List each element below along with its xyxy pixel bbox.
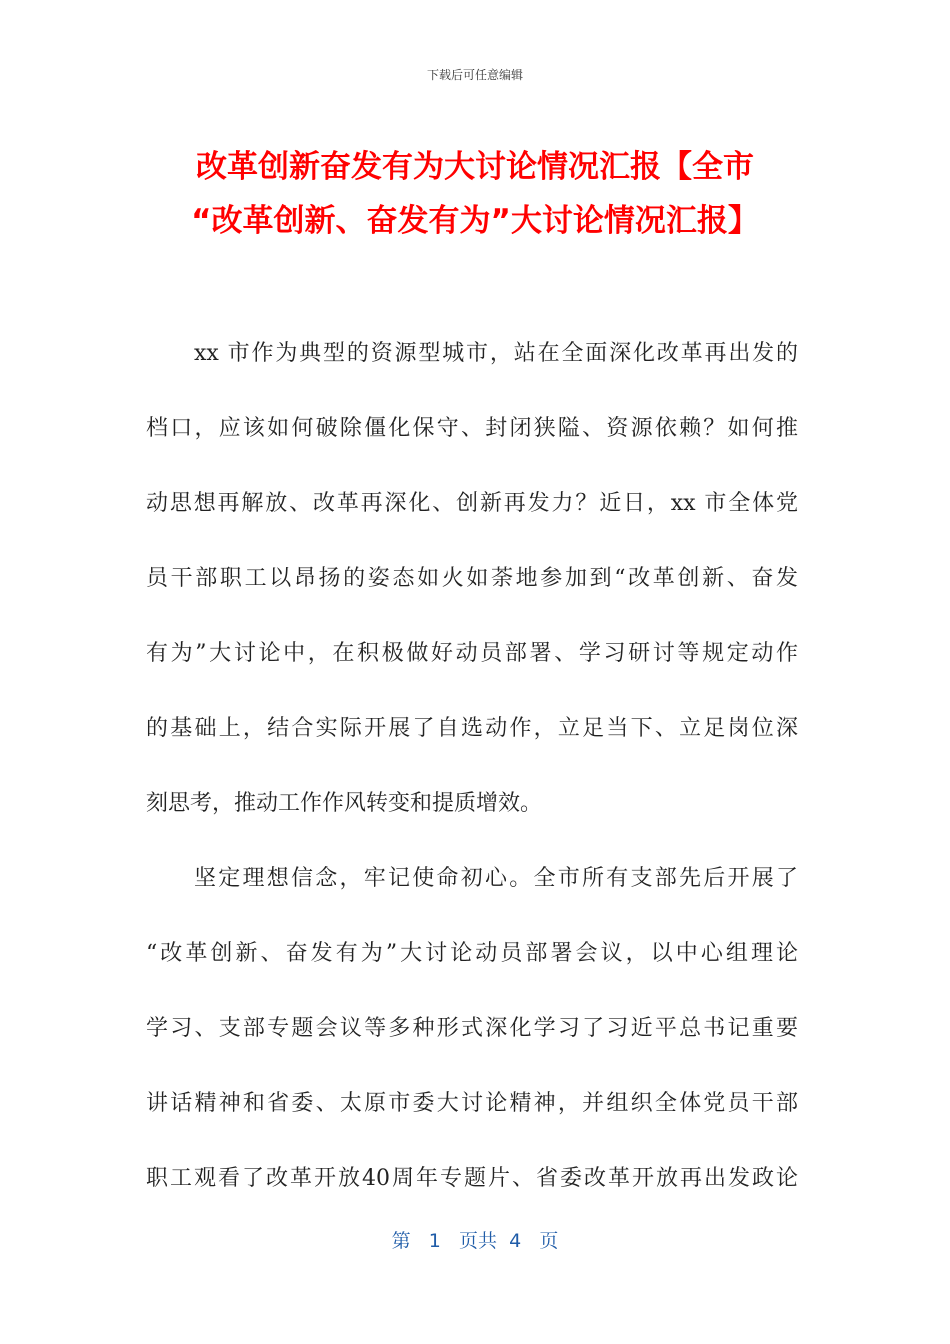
header-note: 下载后可任意编辑 [426,68,523,82]
page-footer [0,1226,950,1253]
text-line: 的基础上，结合实际开展了自选动作，立足当下、立足岗位深 [146,716,798,741]
text-line: 讲话精神和省委、太原市委大讨论精神，并组织全体党员干部 [146,1091,798,1116]
text-line: xx 市作为典型的资源型城市，站在全面深化改革再出发的 [194,341,798,366]
document-title [130,140,820,248]
text-line: 员干部职工以昂扬的姿态如火如荼地参加到“改革创新、奋发 [146,566,798,591]
footer-label-total: 页共 [459,1230,498,1252]
text-line: “改革创新、奋发有为”大讨论动员部署会议，以中心组理论 [146,941,798,966]
text-line: 有为”大讨论中，在积极做好动员部署、学习研讨等规定动作 [146,641,798,666]
title-line-2: “改革创新、奋发有为”大讨论情况汇报】 [191,203,759,239]
body-text [146,316,798,1216]
text-line: 坚定理想信念，牢记使命初心。全市所有支部先后开展了 [194,866,798,891]
title-line-1: 改革创新奋发有为大讨论情况汇报【全市 [196,149,754,185]
footer-label-end: 页 [539,1230,559,1252]
text-line: 职工观看了改革开放40周年专题片、省委改革开放再出发政论 [146,1166,798,1191]
footer-label-page: 第 [391,1230,411,1252]
footer-total-pages: 4 [509,1230,522,1252]
text-line: 动思想再解放、改革再深化、创新再发力？近日，xx 市全体党 [146,491,798,516]
text-line: 档口，应该如何破除僵化保守、封闭狭隘、资源依赖？如何推 [146,416,798,441]
text-line: 学习、支部专题会议等多种形式深化学习了习近平总书记重要 [146,1016,798,1041]
footer-page-number: 1 [428,1230,441,1252]
text-line: 刻思考，推动工作作风转变和提质增效。 [146,791,543,816]
